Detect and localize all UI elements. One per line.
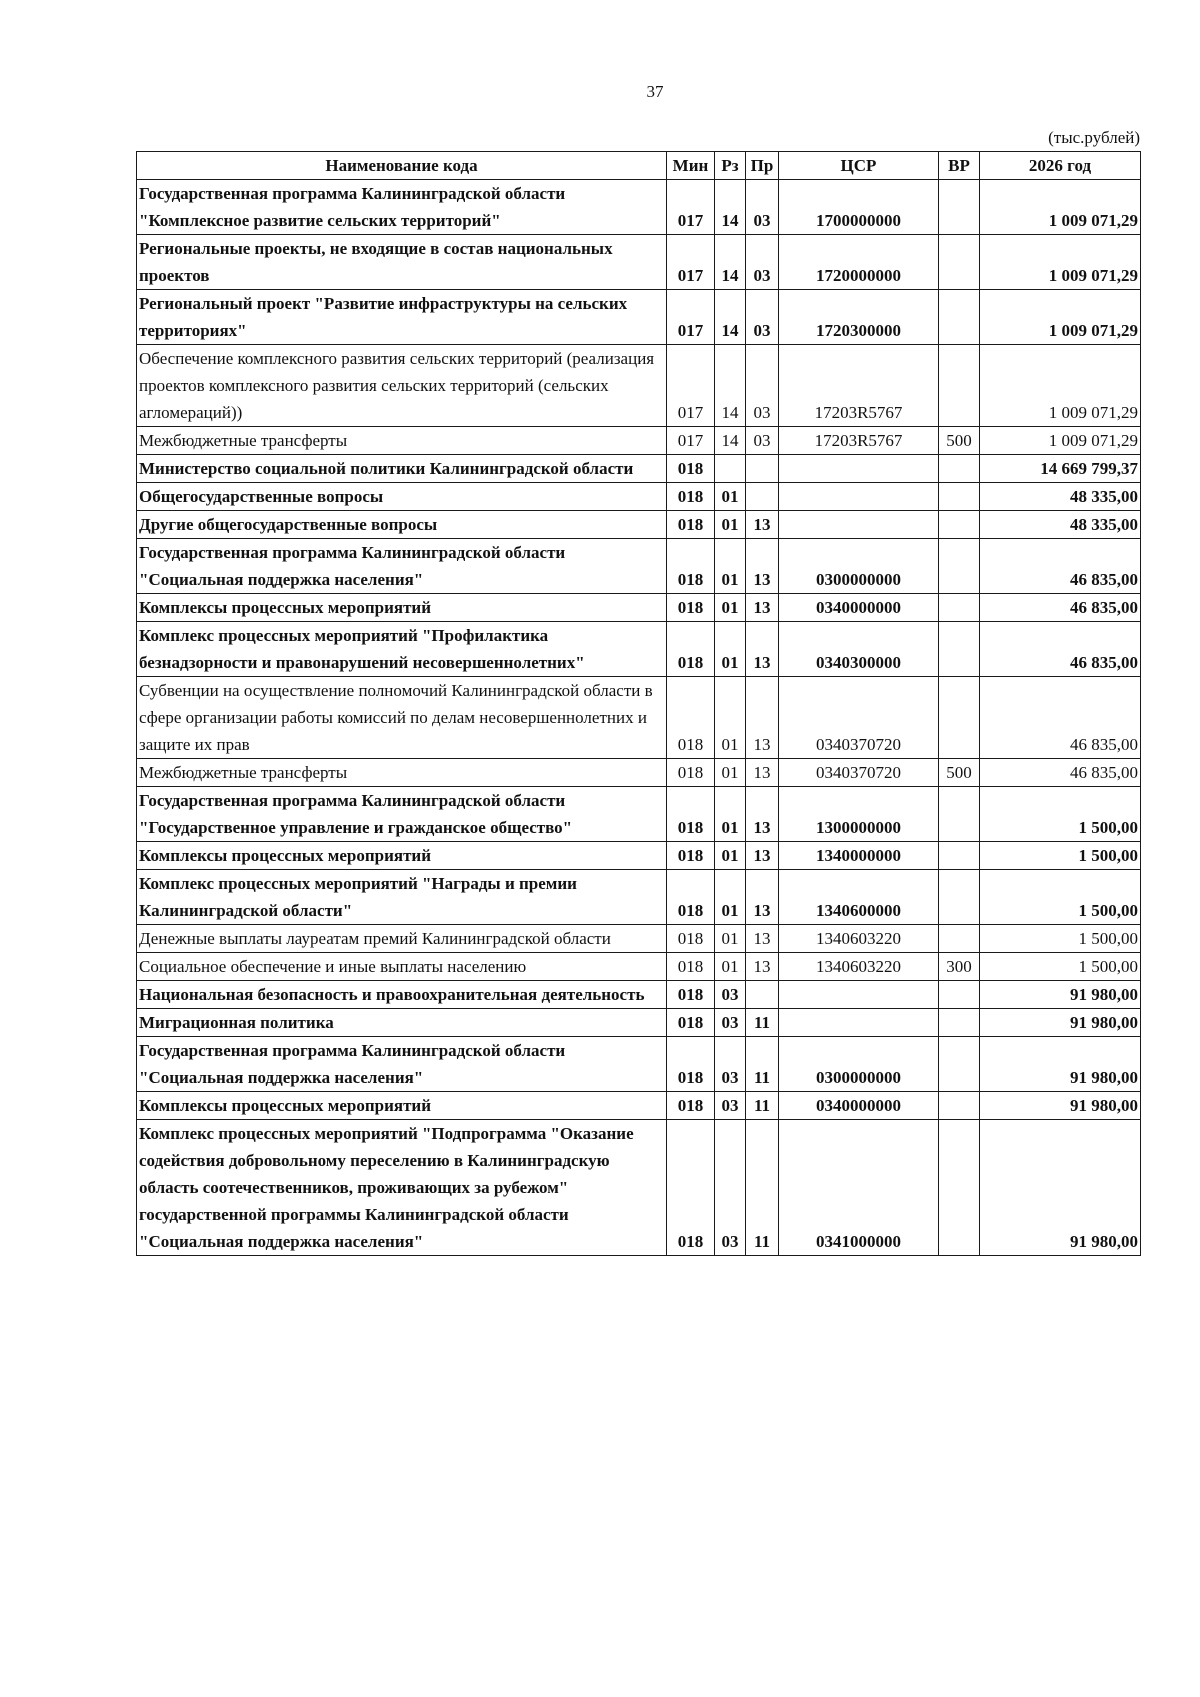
row-csr: 17203R5767 bbox=[779, 427, 939, 455]
row-vr bbox=[939, 1092, 980, 1120]
row-amount: 1 009 071,29 bbox=[980, 345, 1141, 427]
header-min: Мин bbox=[667, 152, 715, 180]
header-name: Наименование кода bbox=[137, 152, 667, 180]
row-vr bbox=[939, 594, 980, 622]
row-rz: 01 bbox=[715, 925, 746, 953]
row-pr: 03 bbox=[746, 345, 779, 427]
table-row bbox=[137, 870, 1141, 925]
row-csr: 0341000000 bbox=[779, 1120, 939, 1256]
row-csr: 0340000000 bbox=[779, 594, 939, 622]
row-pr: 11 bbox=[746, 1037, 779, 1092]
row-rz: 01 bbox=[715, 870, 746, 925]
table-row bbox=[137, 511, 1141, 539]
row-vr bbox=[939, 483, 980, 511]
row-min: 018 bbox=[667, 483, 715, 511]
row-vr: 300 bbox=[939, 953, 980, 981]
row-rz: 01 bbox=[715, 842, 746, 870]
table-row bbox=[137, 180, 1141, 235]
row-min: 018 bbox=[667, 622, 715, 677]
table-row bbox=[137, 539, 1141, 594]
row-rz: 01 bbox=[715, 594, 746, 622]
row-vr bbox=[939, 677, 980, 759]
row-vr bbox=[939, 290, 980, 345]
row-vr bbox=[939, 870, 980, 925]
row-name: Социальное обеспечение и иные выплаты населению bbox=[137, 953, 667, 981]
header-row bbox=[137, 152, 1141, 180]
row-pr: 03 bbox=[746, 180, 779, 235]
row-vr bbox=[939, 622, 980, 677]
row-csr: 1340603220 bbox=[779, 925, 939, 953]
row-min: 018 bbox=[667, 539, 715, 594]
row-rz: 01 bbox=[715, 622, 746, 677]
row-name: Комплекс процессных мероприятий "Награды и премии Калининградской области" bbox=[137, 870, 667, 925]
row-min: 018 bbox=[667, 759, 715, 787]
row-min: 018 bbox=[667, 981, 715, 1009]
row-amount: 46 835,00 bbox=[980, 539, 1141, 594]
row-amount: 46 835,00 bbox=[980, 622, 1141, 677]
row-rz: 03 bbox=[715, 1037, 746, 1092]
row-name: Общегосударственные вопросы bbox=[137, 483, 667, 511]
row-min: 017 bbox=[667, 345, 715, 427]
row-amount: 91 980,00 bbox=[980, 1120, 1141, 1256]
table-row bbox=[137, 925, 1141, 953]
row-pr: 11 bbox=[746, 1092, 779, 1120]
row-pr: 13 bbox=[746, 539, 779, 594]
table-row bbox=[137, 1092, 1141, 1120]
row-csr: 1340603220 bbox=[779, 953, 939, 981]
row-vr bbox=[939, 455, 980, 483]
header-vr: ВР bbox=[939, 152, 980, 180]
row-amount: 46 835,00 bbox=[980, 594, 1141, 622]
row-pr: 03 bbox=[746, 235, 779, 290]
table-row bbox=[137, 787, 1141, 842]
table-row bbox=[137, 427, 1141, 455]
row-name: Государственная программа Калининградской области "Государственное управление и гражданское общество" bbox=[137, 787, 667, 842]
row-csr bbox=[779, 483, 939, 511]
row-rz: 03 bbox=[715, 1092, 746, 1120]
row-name: Государственная программа Калининградской области "Комплексное развитие сельских территорий" bbox=[137, 180, 667, 235]
table-row bbox=[137, 290, 1141, 345]
row-pr: 13 bbox=[746, 594, 779, 622]
row-name: Комплекс процессных мероприятий "Подпрограмма "Оказание содействия добровольному переселению в Калининградскую область соотечественников, проживающих за рубежом" государственной программы Калининградской области "Социальная поддержка населения" bbox=[137, 1120, 667, 1256]
row-min: 018 bbox=[667, 870, 715, 925]
header-pr: Пр bbox=[746, 152, 779, 180]
row-csr: 17203R5767 bbox=[779, 345, 939, 427]
row-vr bbox=[939, 511, 980, 539]
row-pr bbox=[746, 981, 779, 1009]
row-pr: 13 bbox=[746, 953, 779, 981]
row-min: 018 bbox=[667, 455, 715, 483]
row-amount: 1 500,00 bbox=[980, 787, 1141, 842]
row-vr bbox=[939, 539, 980, 594]
row-min: 017 bbox=[667, 235, 715, 290]
row-amount: 91 980,00 bbox=[980, 1092, 1141, 1120]
table-row bbox=[137, 842, 1141, 870]
row-min: 018 bbox=[667, 787, 715, 842]
row-csr: 0300000000 bbox=[779, 1037, 939, 1092]
row-pr bbox=[746, 455, 779, 483]
row-vr bbox=[939, 235, 980, 290]
row-csr: 0300000000 bbox=[779, 539, 939, 594]
row-amount: 46 835,00 bbox=[980, 677, 1141, 759]
row-vr bbox=[939, 842, 980, 870]
row-rz: 14 bbox=[715, 235, 746, 290]
row-pr: 13 bbox=[746, 759, 779, 787]
row-amount: 1 009 071,29 bbox=[980, 427, 1141, 455]
row-rz: 01 bbox=[715, 511, 746, 539]
page-number: 37 bbox=[646, 82, 664, 101]
table-row bbox=[137, 483, 1141, 511]
table-row bbox=[137, 759, 1141, 787]
row-name: Министерство социальной политики Калининградской области bbox=[137, 455, 667, 483]
row-min: 018 bbox=[667, 842, 715, 870]
row-vr bbox=[939, 180, 980, 235]
row-amount: 91 980,00 bbox=[980, 981, 1141, 1009]
row-csr bbox=[779, 1009, 939, 1037]
row-csr: 0340370720 bbox=[779, 759, 939, 787]
row-min: 018 bbox=[667, 953, 715, 981]
header-csr: ЦСР bbox=[779, 152, 939, 180]
row-csr: 0340000000 bbox=[779, 1092, 939, 1120]
row-pr: 11 bbox=[746, 1009, 779, 1037]
row-pr: 13 bbox=[746, 622, 779, 677]
row-pr: 13 bbox=[746, 925, 779, 953]
row-name: Комплексы процессных мероприятий bbox=[137, 1092, 667, 1120]
row-pr: 13 bbox=[746, 511, 779, 539]
table-row bbox=[137, 677, 1141, 759]
row-rz: 01 bbox=[715, 539, 746, 594]
row-amount: 1 500,00 bbox=[980, 953, 1141, 981]
table-row bbox=[137, 1009, 1141, 1037]
row-csr: 1340000000 bbox=[779, 842, 939, 870]
row-rz: 01 bbox=[715, 483, 746, 511]
row-name: Другие общегосударственные вопросы bbox=[137, 511, 667, 539]
row-min: 017 bbox=[667, 427, 715, 455]
row-amount: 1 009 071,29 bbox=[980, 235, 1141, 290]
row-name: Миграционная политика bbox=[137, 1009, 667, 1037]
table-row bbox=[137, 1120, 1141, 1256]
row-rz: 01 bbox=[715, 759, 746, 787]
table-row bbox=[137, 981, 1141, 1009]
row-name: Межбюджетные трансферты bbox=[137, 427, 667, 455]
row-min: 018 bbox=[667, 1120, 715, 1256]
row-rz: 01 bbox=[715, 677, 746, 759]
row-amount: 1 500,00 bbox=[980, 870, 1141, 925]
row-amount: 91 980,00 bbox=[980, 1009, 1141, 1037]
row-name: Региональные проекты, не входящие в состав национальных проектов bbox=[137, 235, 667, 290]
row-name: Региональный проект "Развитие инфраструктуры на сельских территориях" bbox=[137, 290, 667, 345]
row-rz: 01 bbox=[715, 787, 746, 842]
row-amount: 48 335,00 bbox=[980, 483, 1141, 511]
header-rz: Рз bbox=[715, 152, 746, 180]
row-csr: 1720000000 bbox=[779, 235, 939, 290]
row-csr bbox=[779, 511, 939, 539]
row-name: Денежные выплаты лауреатам премий Калининградской области bbox=[137, 925, 667, 953]
row-vr bbox=[939, 1120, 980, 1256]
row-csr: 1700000000 bbox=[779, 180, 939, 235]
table-row bbox=[137, 622, 1141, 677]
row-amount: 1 500,00 bbox=[980, 842, 1141, 870]
row-vr bbox=[939, 1037, 980, 1092]
row-vr bbox=[939, 345, 980, 427]
row-pr bbox=[746, 483, 779, 511]
row-name: Комплексы процессных мероприятий bbox=[137, 594, 667, 622]
row-name: Национальная безопасность и правоохранительная деятельность bbox=[137, 981, 667, 1009]
row-pr: 13 bbox=[746, 870, 779, 925]
row-pr: 13 bbox=[746, 787, 779, 842]
row-vr bbox=[939, 981, 980, 1009]
budget-table bbox=[136, 151, 1141, 1256]
row-name: Субвенции на осуществление полномочий Калининградской области в сфере организации работы комиссий по делам несовершеннолетних и защите их прав bbox=[137, 677, 667, 759]
row-min: 018 bbox=[667, 1009, 715, 1037]
table-row bbox=[137, 345, 1141, 427]
header-year: 2026 год bbox=[980, 152, 1141, 180]
row-rz: 14 bbox=[715, 290, 746, 345]
row-min: 017 bbox=[667, 290, 715, 345]
table-row bbox=[137, 594, 1141, 622]
row-vr bbox=[939, 925, 980, 953]
row-csr: 0340300000 bbox=[779, 622, 939, 677]
row-pr: 11 bbox=[746, 1120, 779, 1256]
row-rz: 03 bbox=[715, 1120, 746, 1256]
row-vr bbox=[939, 1009, 980, 1037]
table-row bbox=[137, 455, 1141, 483]
row-pr: 13 bbox=[746, 842, 779, 870]
row-vr: 500 bbox=[939, 759, 980, 787]
row-amount: 14 669 799,37 bbox=[980, 455, 1141, 483]
row-csr bbox=[779, 981, 939, 1009]
row-min: 017 bbox=[667, 180, 715, 235]
row-rz bbox=[715, 455, 746, 483]
row-csr: 1300000000 bbox=[779, 787, 939, 842]
row-rz: 03 bbox=[715, 981, 746, 1009]
row-min: 018 bbox=[667, 1092, 715, 1120]
row-rz: 14 bbox=[715, 345, 746, 427]
row-amount: 48 335,00 bbox=[980, 511, 1141, 539]
row-min: 018 bbox=[667, 677, 715, 759]
row-amount: 1 500,00 bbox=[980, 925, 1141, 953]
row-name: Межбюджетные трансферты bbox=[137, 759, 667, 787]
table-row bbox=[137, 235, 1141, 290]
row-rz: 14 bbox=[715, 180, 746, 235]
row-pr: 13 bbox=[746, 677, 779, 759]
row-pr: 03 bbox=[746, 290, 779, 345]
row-min: 018 bbox=[667, 511, 715, 539]
row-csr bbox=[779, 455, 939, 483]
row-name: Комплексы процессных мероприятий bbox=[137, 842, 667, 870]
units-label: (тыс.рублей) bbox=[1048, 128, 1140, 147]
row-vr bbox=[939, 787, 980, 842]
row-name: Комплекс процессных мероприятий "Профилактика безнадзорности и правонарушений несовершеннолетних" bbox=[137, 622, 667, 677]
table-row bbox=[137, 1037, 1141, 1092]
row-rz: 14 bbox=[715, 427, 746, 455]
row-csr: 1720300000 bbox=[779, 290, 939, 345]
row-amount: 1 009 071,29 bbox=[980, 290, 1141, 345]
row-min: 018 bbox=[667, 594, 715, 622]
row-name: Обеспечение комплексного развития сельских территорий (реализация проектов комплексного развития сельских территорий (сельских агломераций)) bbox=[137, 345, 667, 427]
row-min: 018 bbox=[667, 1037, 715, 1092]
row-amount: 1 009 071,29 bbox=[980, 180, 1141, 235]
row-min: 018 bbox=[667, 925, 715, 953]
row-vr: 500 bbox=[939, 427, 980, 455]
row-pr: 03 bbox=[746, 427, 779, 455]
row-rz: 01 bbox=[715, 953, 746, 981]
row-csr: 0340370720 bbox=[779, 677, 939, 759]
row-name: Государственная программа Калининградской области "Социальная поддержка населения" bbox=[137, 539, 667, 594]
row-amount: 46 835,00 bbox=[980, 759, 1141, 787]
row-csr: 1340600000 bbox=[779, 870, 939, 925]
row-rz: 03 bbox=[715, 1009, 746, 1037]
row-name: Государственная программа Калининградской области "Социальная поддержка населения" bbox=[137, 1037, 667, 1092]
row-amount: 91 980,00 bbox=[980, 1037, 1141, 1092]
table-row bbox=[137, 953, 1141, 981]
